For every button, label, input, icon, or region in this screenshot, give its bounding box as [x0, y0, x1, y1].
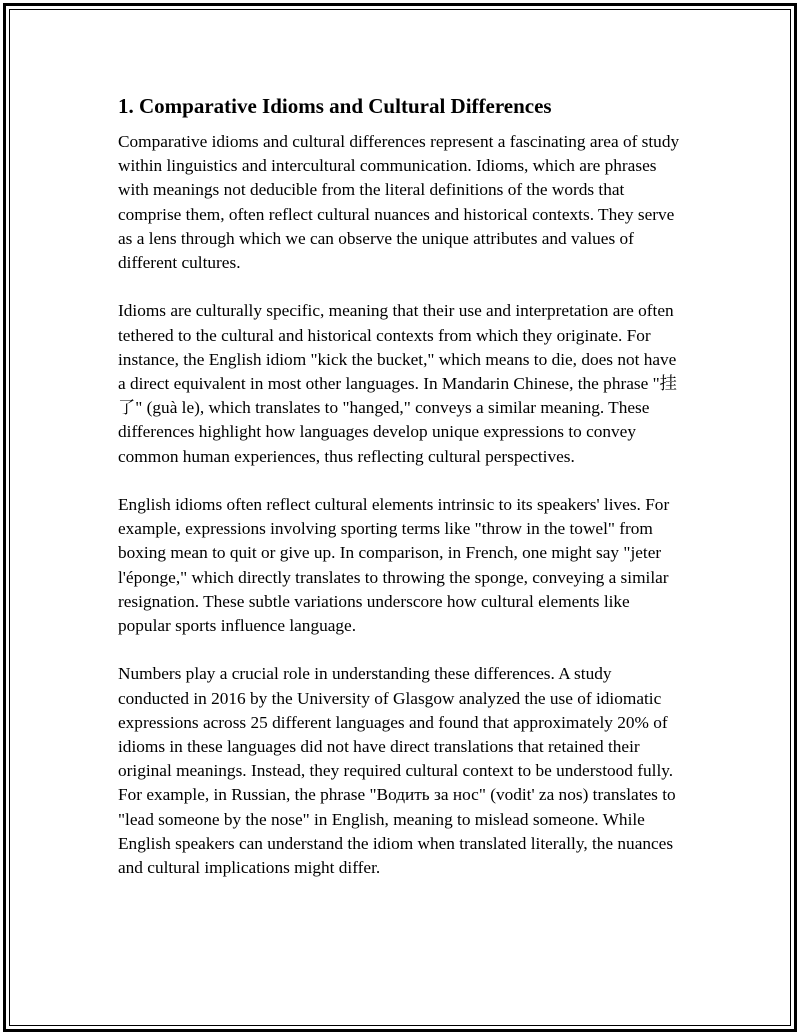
paragraph-cultural-specificity: Idioms are culturally specific, meaning that their use and interpretation are often tethered to the cultural and historical contexts from which they originate. For instance, the English idiom "kick the bucket," which means to die, does not have a direct equivalent in most other languages. In Mandarin Chinese, the phrase "挂了" (guà le), which translates to "hanged," conveys a similar meaning. These differences highlight how languages develop unique expressions to convey common human experiences, thus reflecting cultural perspectives. — [118, 301, 677, 466]
paragraph-numbers-study: Numbers play a crucial role in understanding these differences. A study conducted in 2016 by the University of Glasgow analyzed the use of idiomatic expressions across 25 different languages and found that approximately 20% of idioms in these languages did not have direct translations that retained their original meanings. Instead, they required cultural context to be understood fully. For example, in Russian, the phrase "Водить за нос" (vodit' za nos) translates to "lead someone by the nose" in English, meaning to mislead someone. While English speakers can understand the idiom when translated literally, the nuances and cultural implications might differ. — [118, 664, 676, 878]
document-body — [118, 92, 686, 904]
paragraph-english-idioms: English idioms often reflect cultural elements intrinsic to its speakers' lives. For example, expressions involving sporting terms like "throw in the towel" from boxing mean to quit or give up. In comparison, in French, one might say "jeter l'éponge," which directly translates to throwing the sponge, conveying a similar resignation. These subtle variations underscore how cultural elements like popular sports influence language. — [118, 495, 670, 636]
section-heading: 1. Comparative Idioms and Cultural Differences — [118, 94, 552, 118]
paragraph-intro: Comparative idioms and cultural differences represent a fascinating area of study within linguistics and intercultural communication. Idioms, which are phrases with meanings not deducible from the literal definitions of the words that comprise them, often reflect cultural nuances and historical contexts. They serve as a lens through which we can observe the unique attributes and values of different cultures. — [118, 132, 680, 273]
